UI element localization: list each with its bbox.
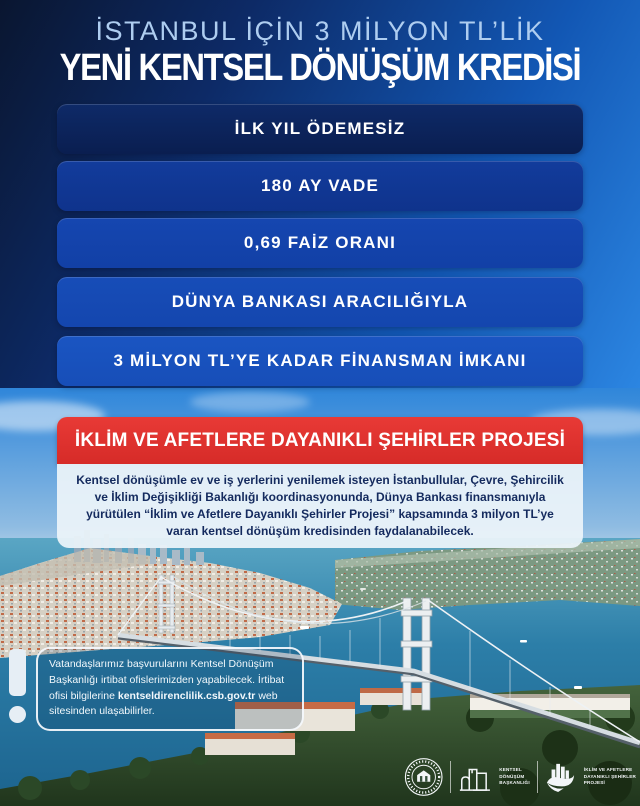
benefit-pill-world-bank: DÜNYA BANKASI ARACILIĞIYLA [57, 277, 583, 327]
project-description [57, 464, 583, 548]
poster-subtitle: İSTANBUL İÇİN 3 MİLYON TL’LİK [95, 16, 545, 46]
exclamation-icon [9, 649, 26, 696]
logo-separator [450, 761, 451, 793]
note-text-after: web sitesinden ulaşabilirler. [49, 689, 278, 718]
benefit-pill-first-year: İLK YIL ÖDEMESİZ [57, 104, 583, 154]
kentsel-donusum-label [499, 767, 530, 788]
kentsel-label-line: KENTSEL [499, 766, 523, 772]
logo-separator [537, 761, 538, 793]
note-text-before: Vatandaşlarımız başvurularını Kentsel Dönüşüm Başkanlığı irtibat ofislerimizden yapabilecek. İrtibat ofisi bilgilerine [49, 658, 285, 702]
project-label-line: DAYANIKLI ŞEHİRLER [583, 773, 636, 779]
project-banner: İKLİM VE AFETLERE DAYANIKLI ŞEHİRLER PROJESİ [57, 417, 583, 464]
project-label-line: İKLİM VE AFETLERE [583, 766, 633, 772]
project-description-text: Kentsel dönüşümle ev ve iş yerlerini yenilemek isteyen İstanbullular, Çevre, Şehircilik ve İklim Değişikliği Bakanlığı koordinasyonunda, Dünya Bankası finansmanıyla yürütülen “İklim ve Afetlere Dayanıklı Şehirler Projesi” kapsamında 3 milyon TL’ye varan kentsel dönüşüm kredisinden faydalanabilecek. [76, 473, 564, 538]
benefit-pill-term: 180 AY VADE [57, 161, 583, 211]
ministry-seal-icon [404, 756, 443, 798]
project-label [584, 767, 636, 788]
project-logo-icon [545, 759, 577, 795]
exclamation-dot-icon [9, 706, 26, 723]
project-label-line: PROJESİ [583, 780, 606, 786]
benefit-pill-interest: 0,69 FAİZ ORANI [57, 218, 583, 268]
kentsel-donusum-logo-icon [458, 759, 492, 795]
note-link: kentseldirenclilik.csb.gov.tr [117, 689, 256, 702]
info-note-box [36, 647, 304, 731]
kentsel-label-line: DÖNÜŞÜM [499, 773, 525, 779]
poster-title: YENİ KENTSEL DÖNÜŞÜM KREDİSİ [59, 47, 581, 89]
kentsel-label-line: BAŞKANLIĞI [499, 780, 530, 786]
footer-logos [404, 751, 636, 803]
benefit-pill-financing: 3 MİLYON TL’YE KADAR FİNANSMAN İMKANI [57, 336, 583, 386]
